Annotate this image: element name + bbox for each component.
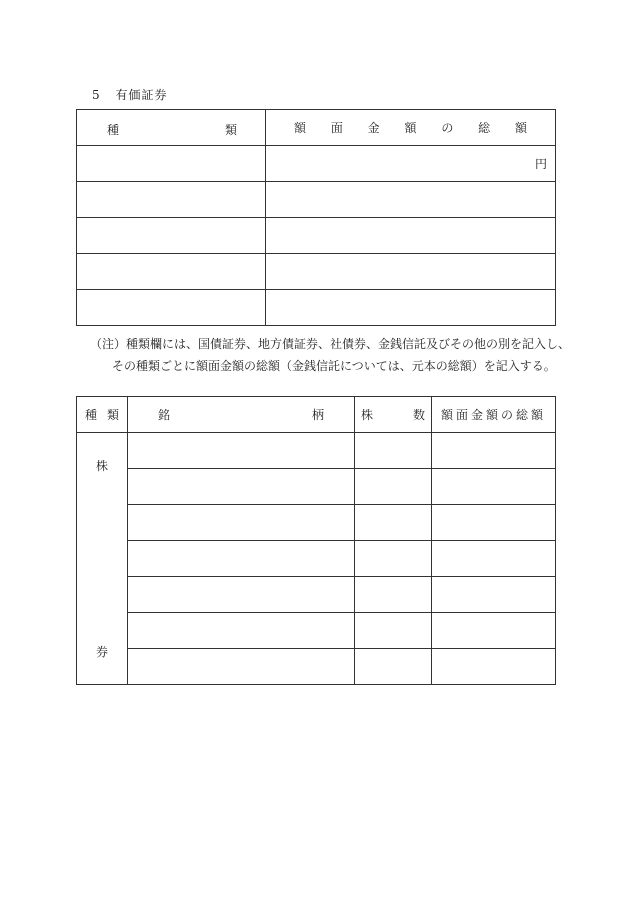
- header-char: 株: [361, 408, 374, 422]
- shares-input[interactable]: [355, 613, 432, 649]
- securities-summary-table: [76, 109, 556, 326]
- table-row: [77, 290, 556, 326]
- total-input[interactable]: [432, 577, 556, 613]
- table-header-row: [77, 397, 556, 433]
- header-kind: [77, 110, 266, 146]
- shares-input[interactable]: [355, 469, 432, 505]
- section-title: 有価証券: [115, 88, 168, 102]
- instruction-note: [90, 333, 570, 377]
- shares-input[interactable]: [355, 505, 432, 541]
- header-kind-char-2: 類: [224, 123, 237, 137]
- kind-top-char: 株: [96, 459, 109, 473]
- kind-input-cell[interactable]: [77, 146, 266, 182]
- header-kind: [77, 397, 128, 433]
- header-char: 面: [330, 121, 343, 135]
- header-total-face-value: [432, 397, 556, 433]
- header-char: 数: [412, 408, 425, 422]
- kind-cell-stock: [77, 433, 128, 685]
- table-row: [77, 469, 556, 505]
- header-kind-char-1: 種: [107, 123, 120, 137]
- total-input[interactable]: [432, 505, 556, 541]
- section-heading: [92, 86, 167, 103]
- shares-input[interactable]: [355, 541, 432, 577]
- table-row: [77, 182, 556, 218]
- total-input[interactable]: [432, 433, 556, 469]
- kind-input-cell[interactable]: [77, 254, 266, 290]
- table-row: [77, 505, 556, 541]
- kind-input-cell[interactable]: [77, 182, 266, 218]
- issue-name-input[interactable]: [128, 541, 355, 577]
- total-input[interactable]: [432, 613, 556, 649]
- header-shares: [355, 397, 432, 433]
- kind-input-cell[interactable]: [77, 290, 266, 326]
- note-line-2: その種類ごとに額面金額の総額（金銭信託については、元本の総額）を記入する。: [112, 359, 556, 373]
- header-char: 額: [294, 121, 307, 135]
- issue-name-input[interactable]: [128, 577, 355, 613]
- yen-unit: 円: [534, 157, 547, 171]
- header-total-face-value: [266, 110, 556, 146]
- table-row: [77, 577, 556, 613]
- total-input[interactable]: [432, 469, 556, 505]
- header-total-text: 額面金額の総額: [440, 408, 546, 422]
- total-input-cell[interactable]: [266, 254, 556, 290]
- total-input-cell[interactable]: [266, 182, 556, 218]
- table-row: [77, 146, 556, 182]
- total-input-cell[interactable]: [266, 290, 556, 326]
- issue-name-input[interactable]: [128, 505, 355, 541]
- header-char: 種: [85, 408, 98, 422]
- note-line-1: （注）種類欄には、国債証券、地方債証券、社債券、金銭信託及びその他の別を記入し、: [90, 337, 571, 351]
- header-char: 額: [404, 121, 417, 135]
- stock-detail-table: [76, 396, 556, 685]
- total-input-cell[interactable]: [266, 146, 556, 182]
- header-char: 柄: [311, 408, 324, 422]
- table-row: [77, 613, 556, 649]
- table-row: [77, 218, 556, 254]
- total-input-cell[interactable]: [266, 218, 556, 254]
- total-input[interactable]: [432, 541, 556, 577]
- header-char: 額: [514, 121, 527, 135]
- header-issue-name: [128, 397, 355, 433]
- issue-name-input[interactable]: [128, 469, 355, 505]
- header-char: 金: [367, 121, 380, 135]
- table-row: [77, 254, 556, 290]
- header-char: 銘: [158, 408, 171, 422]
- issue-name-input[interactable]: [128, 433, 355, 469]
- table-header-row: [77, 110, 556, 146]
- header-char: の: [441, 121, 454, 135]
- table-row: [77, 541, 556, 577]
- header-char: 類: [106, 408, 119, 422]
- issue-name-input[interactable]: [128, 649, 355, 685]
- issue-name-input[interactable]: [128, 613, 355, 649]
- shares-input[interactable]: [355, 649, 432, 685]
- header-char: 総: [478, 121, 491, 135]
- kind-bottom-char: 券: [96, 645, 109, 659]
- kind-input-cell[interactable]: [77, 218, 266, 254]
- shares-input[interactable]: [355, 433, 432, 469]
- shares-input[interactable]: [355, 577, 432, 613]
- table-row: [77, 433, 556, 469]
- section-number: 5: [92, 88, 101, 102]
- total-input[interactable]: [432, 649, 556, 685]
- table-row: [77, 649, 556, 685]
